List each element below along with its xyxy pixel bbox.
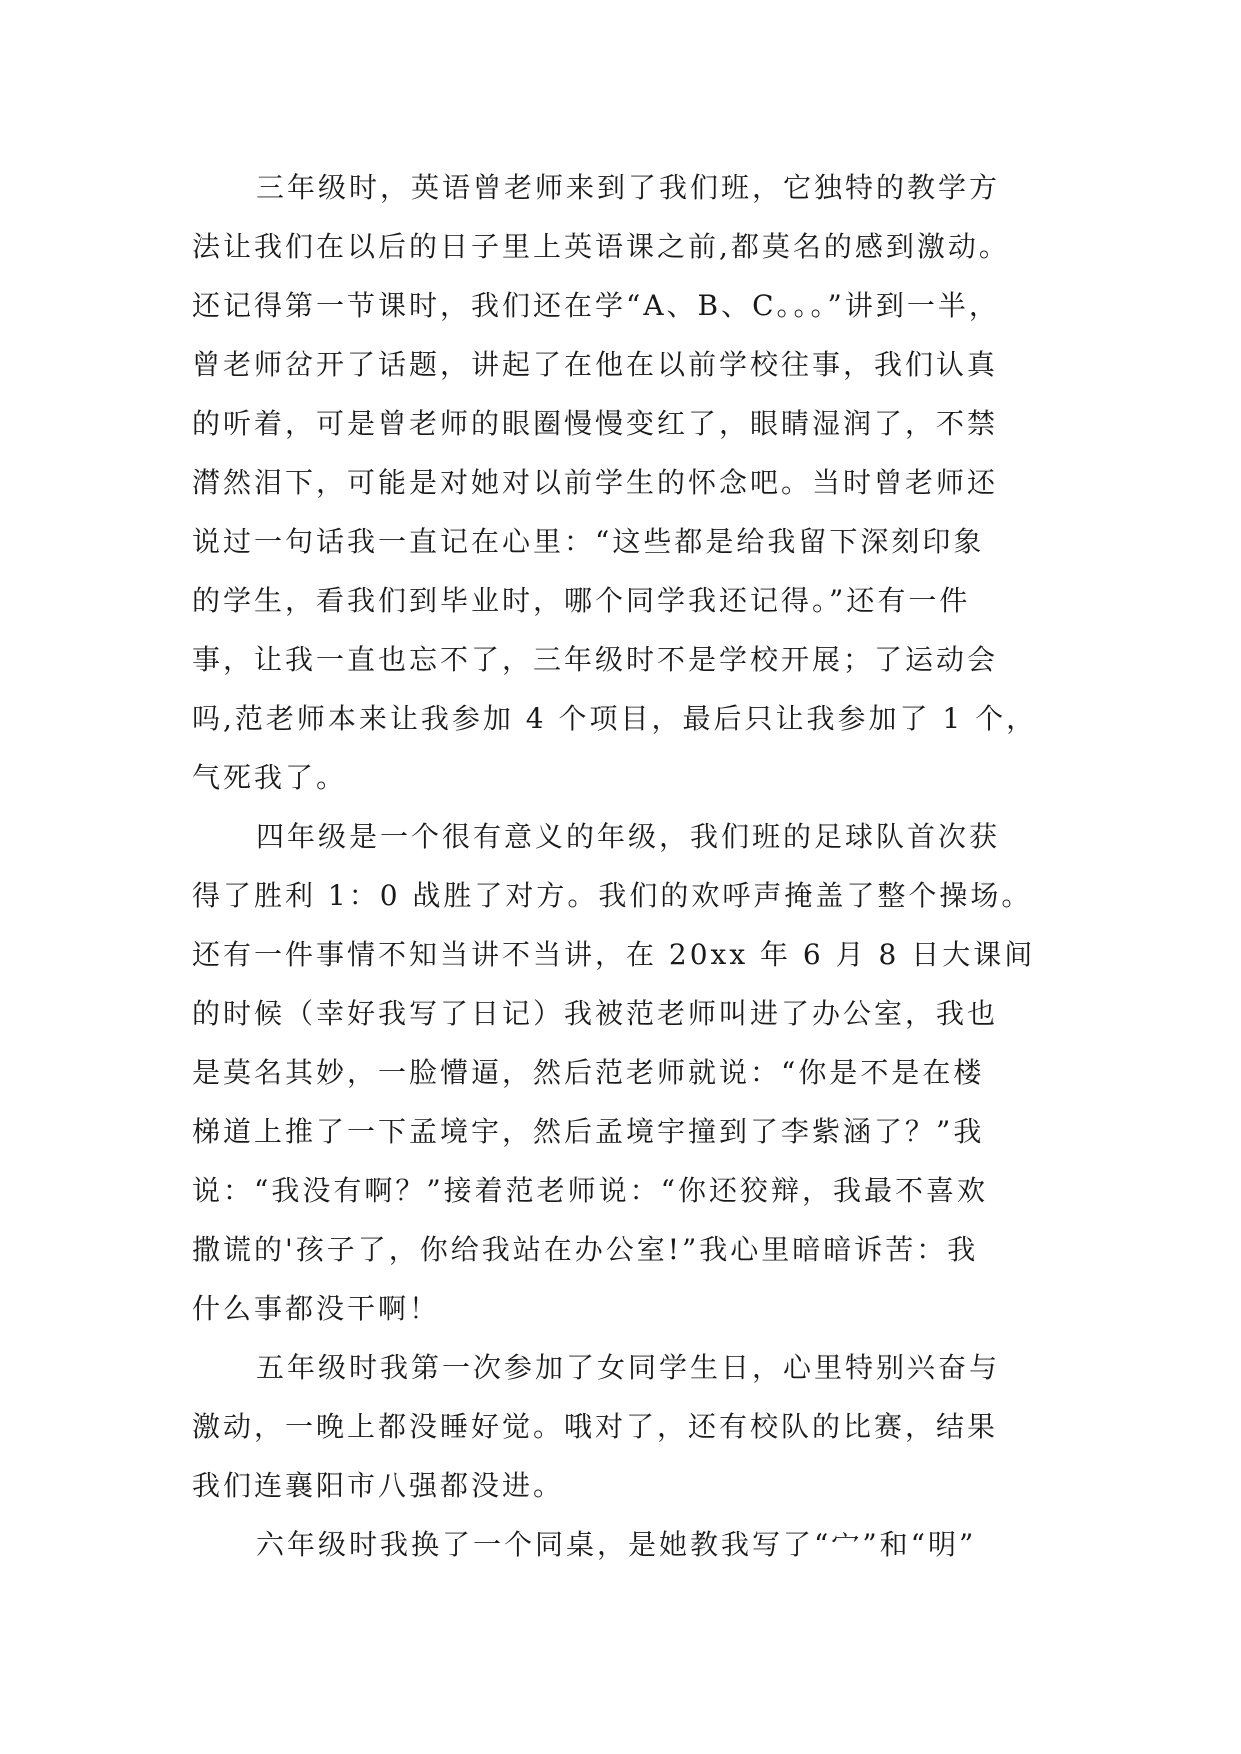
paragraph-grade3-line-7: 说过一句话我一直记在心里：“这些都是给我留下深刻印象 — [192, 525, 985, 558]
paragraph-grade3-line-6: 潸然泪下，可能是对她对以前学生的怀念吧。当时曾老师还 — [192, 466, 999, 499]
paragraph-grade4-line-7: 说：“我没有啊？”接着范老师说：“你还狡辩，我最不喜欢 — [192, 1174, 988, 1207]
paragraph-grade3-line-1: 三年级时，英语曾老师来到了我们班，它独特的教学方 — [256, 171, 1001, 204]
paragraph-grade3-line-11: 气死我了。 — [192, 761, 348, 794]
paragraph-grade3-line-3: 还记得第一节课时，我们还在学“A、B、C。。。”讲到一半， — [192, 289, 1000, 322]
paragraph-grade4-line-2: 得了胜利 1：0 战胜了对方。我们的欢呼声掩盖了整个操场。 — [192, 879, 1033, 912]
paragraph-grade4-line-9: 什么事都没干啊！ — [192, 1292, 441, 1325]
paragraph-grade4-line-6: 梯道上推了一下孟境宇，然后孟境宇撞到了李紫涵了？”我 — [192, 1115, 985, 1148]
paragraph-grade3-line-8: 的学生，看我们到毕业时，哪个同学我还记得。”还有一件 — [192, 584, 971, 617]
paragraph-grade3-line-9: 事，让我一直也忘不了，三年级时不是学校开展；了运动会 — [192, 643, 999, 676]
paragraph-grade4-line-4: 的时候（幸好我写了日记）我被范老师叫进了办公室，我也 — [192, 997, 999, 1030]
paragraph-grade4-line-3: 还有一件事情不知当讲不当讲，在 20xx 年 6 月 8 日大课间 — [192, 938, 1036, 971]
paragraph-grade4-line-5: 是莫名其妙，一脸懵逼，然后范老师就说：“你是不是在楼 — [192, 1056, 985, 1089]
paragraph-grade4-line-8: 撒谎的'孩子了，你给我站在办公室!”我心里暗暗诉苦：我 — [192, 1233, 979, 1266]
paragraph-grade5-line-1: 五年级时我第一次参加了女同学生日，心里特别兴奋与 — [256, 1351, 1001, 1384]
paragraph-grade3-line-10: 吗,范老师本来让我参加 4 个项目，最后只让我参加了 1 个， — [192, 702, 1038, 735]
paragraph-grade3-line-4: 曾老师岔开了话题，讲起了在他在以前学校往事，我们认真 — [192, 348, 999, 381]
paragraph-grade4-line-1: 四年级是一个很有意义的年级，我们班的足球队首次获 — [256, 820, 1001, 853]
body-text — [192, 158, 1052, 1574]
paragraph-grade5-line-2: 激动，一晚上都没睡好觉。哦对了，还有校队的比赛，结果 — [192, 1410, 999, 1443]
paragraph-grade3-line-2: 法让我们在以后的日子里上英语课之前,都莫名的感到激动。 — [192, 230, 1010, 263]
paragraph-grade6-line-1: 六年级时我换了一个同桌，是她教我写了“宀”和“明” — [256, 1528, 977, 1561]
paragraph-grade3-line-5: 的听着，可是曾老师的眼圈慢慢变红了，眼睛湿润了，不禁 — [192, 407, 999, 440]
paragraph-grade5-line-3: 我们连襄阳市八强都没进。 — [192, 1469, 565, 1502]
